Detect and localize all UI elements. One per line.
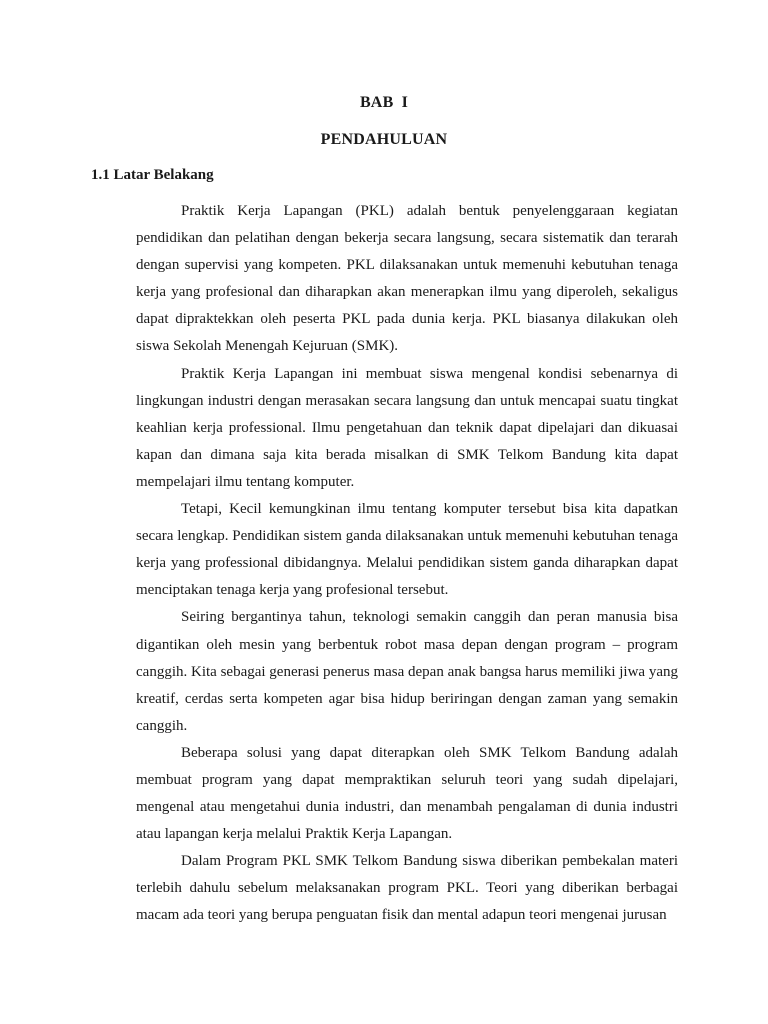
paragraph-2: Praktik Kerja Lapangan ini membuat siswa mengenal kondisi sebenarnya di lingkungan industri dengan merasakan secara langsung dan untuk mencapai suatu tingkat keahlian kerja professional. Ilmu pengetahuan dan teknik dapat dipelajari dan dikuasai kapan dan dimana saja kita berada misalkan di SMK Telkom Bandung kita dapat mempelajari ilmu tentang komputer.	[136, 365, 678, 490]
paragraph-3: Tetapi, Kecil kemungkinan ilmu tentang komputer tersebut bisa kita dapatkan secara lengkap. Pendidikan sistem ganda dilaksanakan untuk memenuhi kebutuhan tenaga kerja yang professional dibidangnya. Melalui pendidikan sistem ganda diharapkan dapat menciptakan tenaga kerja yang profesional tersebut.	[136, 501, 678, 599]
chapter-title: PENDAHULUAN	[320, 131, 448, 148]
chapter-number: BAB I	[359, 94, 409, 111]
paragraph-1: Praktik Kerja Lapangan (PKL) adalah bentuk penyelenggaraan kegiatan pendidikan dan pelatihan dengan bekerja secara langsung, secara sistematik dan terarah dengan supervisi yang kompeten. PKL dilaksanakan untuk memenuhi kebutuhan tenaga kerja yang profesional dan diharapkan akan menerapkan ilmu yang diperoleh, sekaligus dapat dipraktekkan oleh peserta PKL pada dunia kerja. PKL biasanya dilakukan oleh siswa Sekolah Menengah Kejuruan (SMK).	[136, 203, 678, 355]
section-heading: 1.1 Latar Belakang	[91, 167, 214, 183]
paragraph-4: Seiring bergantinya tahun, teknologi semakin canggih dan peran manusia bisa digantikan oleh mesin yang berbentuk robot masa depan dengan program – program canggih. Kita sebagai generasi penerus masa depan anak bangsa harus memiliki jiwa yang kreatif, cerdas serta kompeten agar bisa hidup beriringan dengan zaman yang semakin canggih.	[136, 609, 678, 734]
paragraph-6: Dalam Program PKL SMK Telkom Bandung siswa diberikan pembekalan materi terlebih dahulu sebelum melaksanakan program PKL. Teori yang diberikan berbagai macam ada teori yang berupa penguatan fisik dan mental adapun teori mengenai jurusan	[136, 853, 678, 924]
paragraph-5: Beberapa solusi yang dapat diterapkan oleh SMK Telkom Bandung adalah membuat program yang dapat mempraktikan seluruh teori yang sudah dipelajari, mengenal atau mengetahui dunia industri, dan menambah pengalaman di dunia industri atau lapangan kerja melalui Praktik Kerja Lapangan.	[136, 744, 678, 843]
body-text	[136, 198, 678, 930]
